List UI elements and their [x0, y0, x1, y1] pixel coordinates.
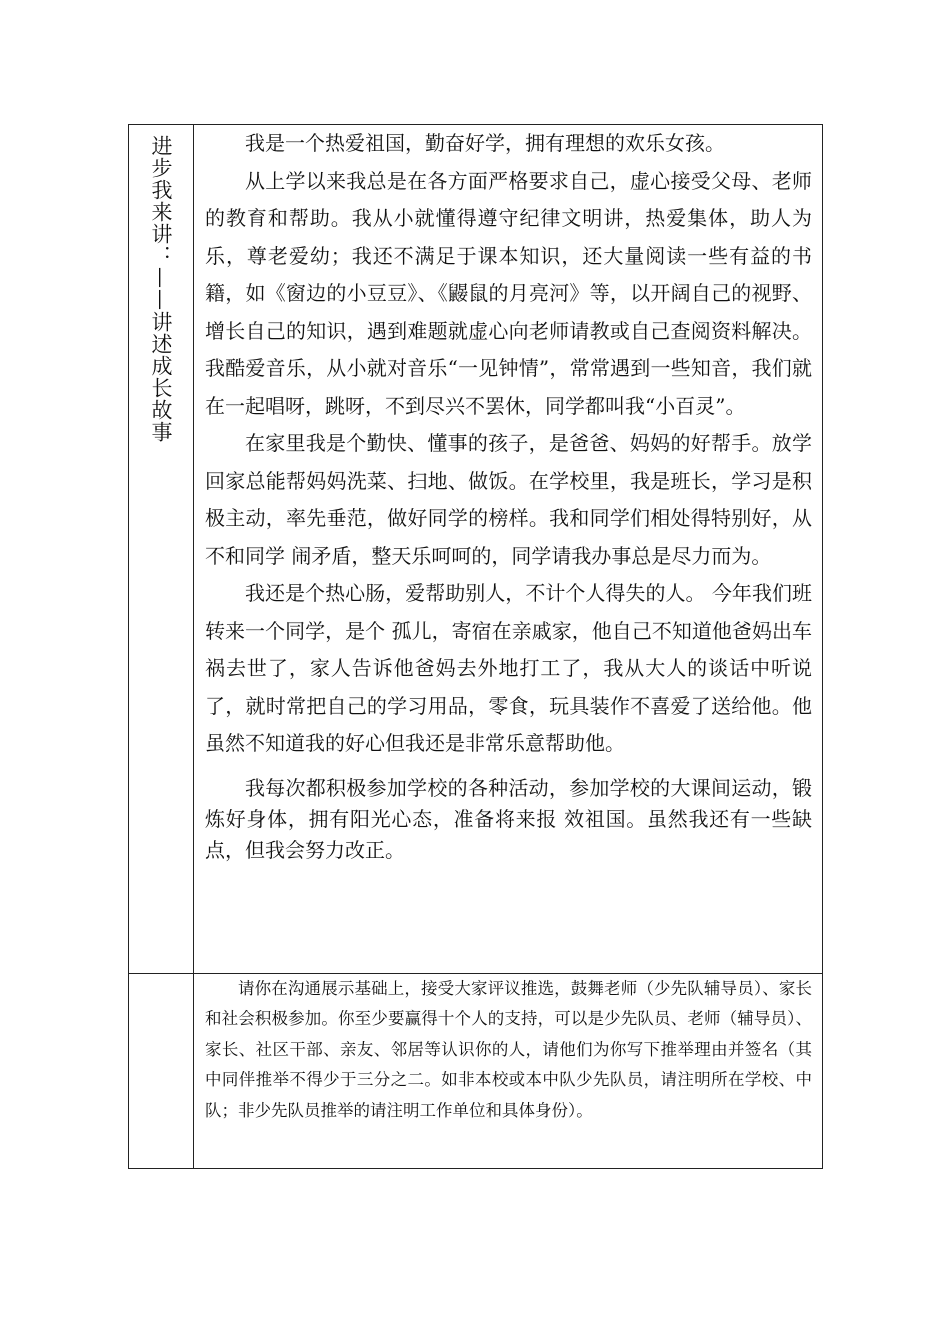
story-row	[129, 125, 822, 973]
story-paragraph: 我还是个热心肠，爱帮助别人，不计个人得失的人。 今年我们班转来一个同学，是个 孤儿，寄宿在亲戚家，他自己不知道他爸妈出车祸去世了，家人告诉他爸妈去外地打工了，我从大人的谈话中听说了，就时常把自己的学习用品，零食，玩具装作不喜爱了送给他。他虽然不知道我的好心但我还是非常乐意帮助他。	[205, 581, 812, 755]
story-paragraph: 我是一个热爱祖国，勤奋好学，拥有理想的欢乐女孩。	[245, 131, 725, 155]
nomination-row	[129, 973, 822, 1168]
section-label-cell	[129, 125, 194, 973]
story-paragraph: 在家里我是个勤快、懂事的孩子，是爸爸、妈妈的好帮手。放学回家总能帮妈妈洗菜、扫地、做饭。在学校里，我是班长，学习是积极主动，率先垂范，做好同学的榜样。我和同学们相处得特别好，从不和同学 闹矛盾，整天乐呵呵的，同学请我办事总是尽力而为。	[205, 431, 812, 568]
section-title: 进步我来讲：——讲述成长故事	[149, 135, 173, 443]
instructions-text: 请你在沟通展示基础上，接受大家评议推选，鼓舞老师（少先队辅导员）、家长和社会积极参加。你至少要赢得十个人的支持，可以是少先队员、老师（辅导员）、家长、社区干部、亲友、邻居等认识你的人，请他们为你写下推举理由并签名（其中同伴推举不得少于三分之二。如非本校或本中队少先队员，请注明所在学校、中队；非少先队员推举的请注明工作单位和具体身份）。	[205, 979, 812, 1120]
story-paragraph: 我每次都积极参加学校的各种活动，参加学校的大课间运动，锻炼好身体，拥有阳光心态，准备将来报 效祖国。虽然我还有一些缺点，但我会努力改正。	[205, 775, 812, 862]
form-table	[128, 124, 823, 1169]
nomination-label-cell	[129, 974, 194, 1168]
story-paragraph: 从上学以来我总是在各方面严格要求自己，虚心接受父母、老师的教育和帮助。我从小就懂得遵守纪律文明讲，热爱集体，助人为乐，尊老爱幼；我还不满足于课本知识，还大量阅读一些有益的书籍，如《窗边的小豆豆》、《鼹鼠的月亮河》等，以开阔自己的视野、增长自己的知识，遇到难题就虚心向老师请教或自己查阅资料解决。我酷爱音乐，从小就对音乐“一见钟情”，常常遇到一些知音，我们就在一起唱呀，跳呀，不到尽兴不罢休，同学都叫我“小百灵”。	[205, 168, 812, 418]
story-content	[194, 125, 822, 973]
nomination-instructions	[194, 974, 822, 1168]
